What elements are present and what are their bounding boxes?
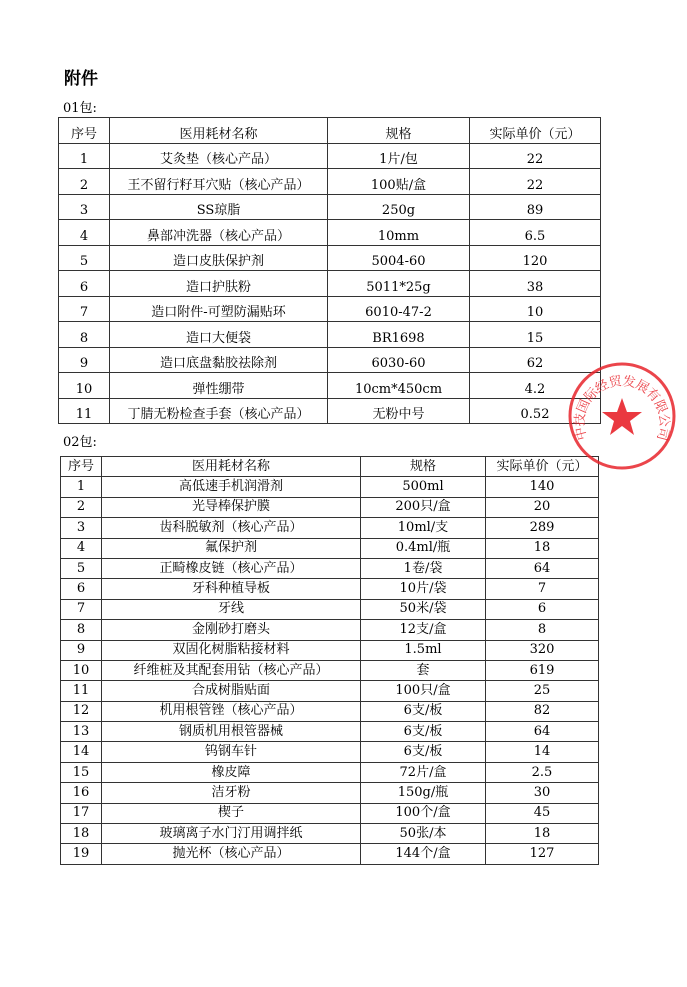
- row-index: 9: [59, 347, 110, 373]
- table-row: [61, 538, 599, 558]
- item-spec: 5011*25g: [328, 271, 470, 297]
- item-spec: 6030-60: [328, 347, 470, 373]
- item-name: 双固化树脂粘接材料: [102, 640, 361, 660]
- item-price: 619: [486, 660, 599, 680]
- table-row: [59, 398, 601, 424]
- row-index: 18: [61, 824, 102, 844]
- item-spec: 50米/袋: [361, 599, 486, 619]
- item-spec: 套: [361, 660, 486, 680]
- table-row: [61, 762, 599, 782]
- row-index: 16: [61, 783, 102, 803]
- item-name: 王不留行籽耳穴贴（核心产品）: [110, 169, 328, 195]
- row-index: 4: [61, 538, 102, 558]
- item-price: 6.5: [470, 220, 601, 246]
- item-price: 89: [470, 194, 601, 220]
- table-row: [59, 220, 601, 246]
- item-spec: 5004-60: [328, 245, 470, 271]
- table-row: [59, 271, 601, 297]
- item-price: 45: [486, 803, 599, 823]
- item-name: 弹性绷带: [110, 373, 328, 399]
- item-price: 4.2: [470, 373, 601, 399]
- item-spec: 50张/本: [361, 824, 486, 844]
- table-row: [61, 701, 599, 721]
- star-icon: [602, 398, 642, 435]
- item-price: 7: [486, 579, 599, 599]
- table-row: [61, 620, 599, 640]
- row-index: 5: [61, 558, 102, 578]
- item-spec: 1.5ml: [361, 640, 486, 660]
- item-price: 18: [486, 824, 599, 844]
- row-index: 1: [59, 143, 110, 169]
- item-spec: 10cm*450cm: [328, 373, 470, 399]
- row-index: 7: [59, 296, 110, 322]
- item-spec: 500ml: [361, 477, 486, 497]
- header-index: 序号: [59, 118, 110, 144]
- row-index: 11: [61, 681, 102, 701]
- item-price: 22: [470, 143, 601, 169]
- row-index: 2: [59, 169, 110, 195]
- item-price: 18: [486, 538, 599, 558]
- item-name: 纤维桩及其配套用钻（核心产品）: [102, 660, 361, 680]
- item-spec: 6支/板: [361, 742, 486, 762]
- table-row: [61, 477, 599, 497]
- row-index: 6: [59, 271, 110, 297]
- table-row: [59, 143, 601, 169]
- item-price: 8: [486, 620, 599, 640]
- item-spec: 150g/瓶: [361, 783, 486, 803]
- item-price: 30: [486, 783, 599, 803]
- item-spec: 10片/袋: [361, 579, 486, 599]
- row-index: 13: [61, 722, 102, 742]
- table-row: [61, 783, 599, 803]
- item-name: 洁牙粉: [102, 783, 361, 803]
- item-price: 25: [486, 681, 599, 701]
- row-index: 1: [61, 477, 102, 497]
- item-price: 64: [486, 558, 599, 578]
- row-index: 5: [59, 245, 110, 271]
- item-name: 鼻部冲洗器（核心产品）: [110, 220, 328, 246]
- item-price: 14: [486, 742, 599, 762]
- item-price: 22: [470, 169, 601, 195]
- page-title: 附件: [64, 69, 98, 89]
- item-name: 氟保护剂: [102, 538, 361, 558]
- item-name: 合成树脂贴面: [102, 681, 361, 701]
- table-header-row: [59, 118, 601, 144]
- item-name: 造口护肤粉: [110, 271, 328, 297]
- item-price: 127: [486, 844, 599, 864]
- item-spec: 100只/盒: [361, 681, 486, 701]
- seal-text: 中技国际经贸发展有限公司: [572, 374, 672, 442]
- table-row: [61, 681, 599, 701]
- package-01-label: 01包:: [63, 101, 97, 116]
- table-row: [61, 599, 599, 619]
- item-price: 289: [486, 518, 599, 538]
- table-row: [59, 194, 601, 220]
- row-index: 2: [61, 497, 102, 517]
- item-name: 造口底盘黏胶祛除剂: [110, 347, 328, 373]
- item-name: 正畸橡皮链（核心产品）: [102, 558, 361, 578]
- header-index: 序号: [61, 457, 102, 477]
- item-price: 62: [470, 347, 601, 373]
- item-spec: 1卷/袋: [361, 558, 486, 578]
- item-name: 钨钢车针: [102, 742, 361, 762]
- item-spec: 6支/板: [361, 722, 486, 742]
- item-spec: 100贴/盒: [328, 169, 470, 195]
- item-price: 140: [486, 477, 599, 497]
- item-name: 艾灸垫（核心产品）: [110, 143, 328, 169]
- item-name: 光导棒保护膜: [102, 497, 361, 517]
- item-name: 机用根管锉（核心产品）: [102, 701, 361, 721]
- table-row: [61, 742, 599, 762]
- row-index: 3: [59, 194, 110, 220]
- item-price: 15: [470, 322, 601, 348]
- row-index: 10: [61, 660, 102, 680]
- company-seal: [566, 360, 678, 472]
- item-spec: 无粉中号: [328, 398, 470, 424]
- item-name: 牙科种植导板: [102, 579, 361, 599]
- item-spec: 72片/盒: [361, 762, 486, 782]
- table-row: [59, 169, 601, 195]
- item-name: 丁腈无粉检查手套（核心产品）: [110, 398, 328, 424]
- package-01-table: [58, 117, 601, 424]
- table-row: [61, 844, 599, 864]
- table-row: [59, 322, 601, 348]
- table-row: [59, 347, 601, 373]
- row-index: 4: [59, 220, 110, 246]
- table-row: [61, 722, 599, 742]
- item-spec: 6010-47-2: [328, 296, 470, 322]
- item-price: 38: [470, 271, 601, 297]
- item-price: 0.52: [470, 398, 601, 424]
- item-spec: 250g: [328, 194, 470, 220]
- item-spec: 144个/盒: [361, 844, 486, 864]
- header-spec: 规格: [328, 118, 470, 144]
- item-name: 造口皮肤保护剂: [110, 245, 328, 271]
- item-name: 抛光杯（核心产品）: [102, 844, 361, 864]
- item-price: 82: [486, 701, 599, 721]
- package-02-label: 02包:: [63, 435, 97, 450]
- item-price: 10: [470, 296, 601, 322]
- item-name: SS琼脂: [110, 194, 328, 220]
- item-name: 钢质机用根管器械: [102, 722, 361, 742]
- row-index: 19: [61, 844, 102, 864]
- header-price: 实际单价（元）: [470, 118, 601, 144]
- row-index: 7: [61, 599, 102, 619]
- row-index: 3: [61, 518, 102, 538]
- item-name: 牙线: [102, 599, 361, 619]
- row-index: 8: [61, 620, 102, 640]
- table-row: [61, 518, 599, 538]
- item-spec: 1片/包: [328, 143, 470, 169]
- item-price: 64: [486, 722, 599, 742]
- item-spec: 12支/盒: [361, 620, 486, 640]
- item-name: 金刚砂打磨头: [102, 620, 361, 640]
- row-index: 12: [61, 701, 102, 721]
- package-02-table: [60, 456, 599, 865]
- header-price: 实际单价（元）: [486, 457, 599, 477]
- header-name: 医用耗材名称: [110, 118, 328, 144]
- item-name: 造口大便袋: [110, 322, 328, 348]
- item-spec: BR1698: [328, 322, 470, 348]
- table-row: [59, 245, 601, 271]
- table-row: [59, 296, 601, 322]
- item-name: 楔子: [102, 803, 361, 823]
- table-row: [61, 803, 599, 823]
- item-price: 120: [470, 245, 601, 271]
- item-spec: 10mm: [328, 220, 470, 246]
- item-price: 2.5: [486, 762, 599, 782]
- row-index: 8: [59, 322, 110, 348]
- item-name: 玻璃离子水门汀用调拌纸: [102, 824, 361, 844]
- header-name: 医用耗材名称: [102, 457, 361, 477]
- table-row: [61, 824, 599, 844]
- item-spec: 100个/盒: [361, 803, 486, 823]
- item-price: 6: [486, 599, 599, 619]
- table-row: [61, 579, 599, 599]
- table-row: [61, 558, 599, 578]
- row-index: 17: [61, 803, 102, 823]
- row-index: 9: [61, 640, 102, 660]
- row-index: 11: [59, 398, 110, 424]
- item-spec: 10ml/支: [361, 518, 486, 538]
- item-name: 造口附件-可塑防漏贴环: [110, 296, 328, 322]
- table-row: [61, 497, 599, 517]
- item-spec: 0.4ml/瓶: [361, 538, 486, 558]
- item-price: 20: [486, 497, 599, 517]
- table-row: [61, 660, 599, 680]
- row-index: 15: [61, 762, 102, 782]
- row-index: 10: [59, 373, 110, 399]
- table-row: [61, 640, 599, 660]
- row-index: 6: [61, 579, 102, 599]
- row-index: 14: [61, 742, 102, 762]
- item-name: 橡皮障: [102, 762, 361, 782]
- item-spec: 200只/盒: [361, 497, 486, 517]
- item-name: 高低速手机润滑剂: [102, 477, 361, 497]
- table-header-row: [61, 457, 599, 477]
- table-row: [59, 373, 601, 399]
- item-spec: 6支/板: [361, 701, 486, 721]
- item-name: 齿科脱敏剂（核心产品）: [102, 518, 361, 538]
- item-price: 320: [486, 640, 599, 660]
- header-spec: 规格: [361, 457, 486, 477]
